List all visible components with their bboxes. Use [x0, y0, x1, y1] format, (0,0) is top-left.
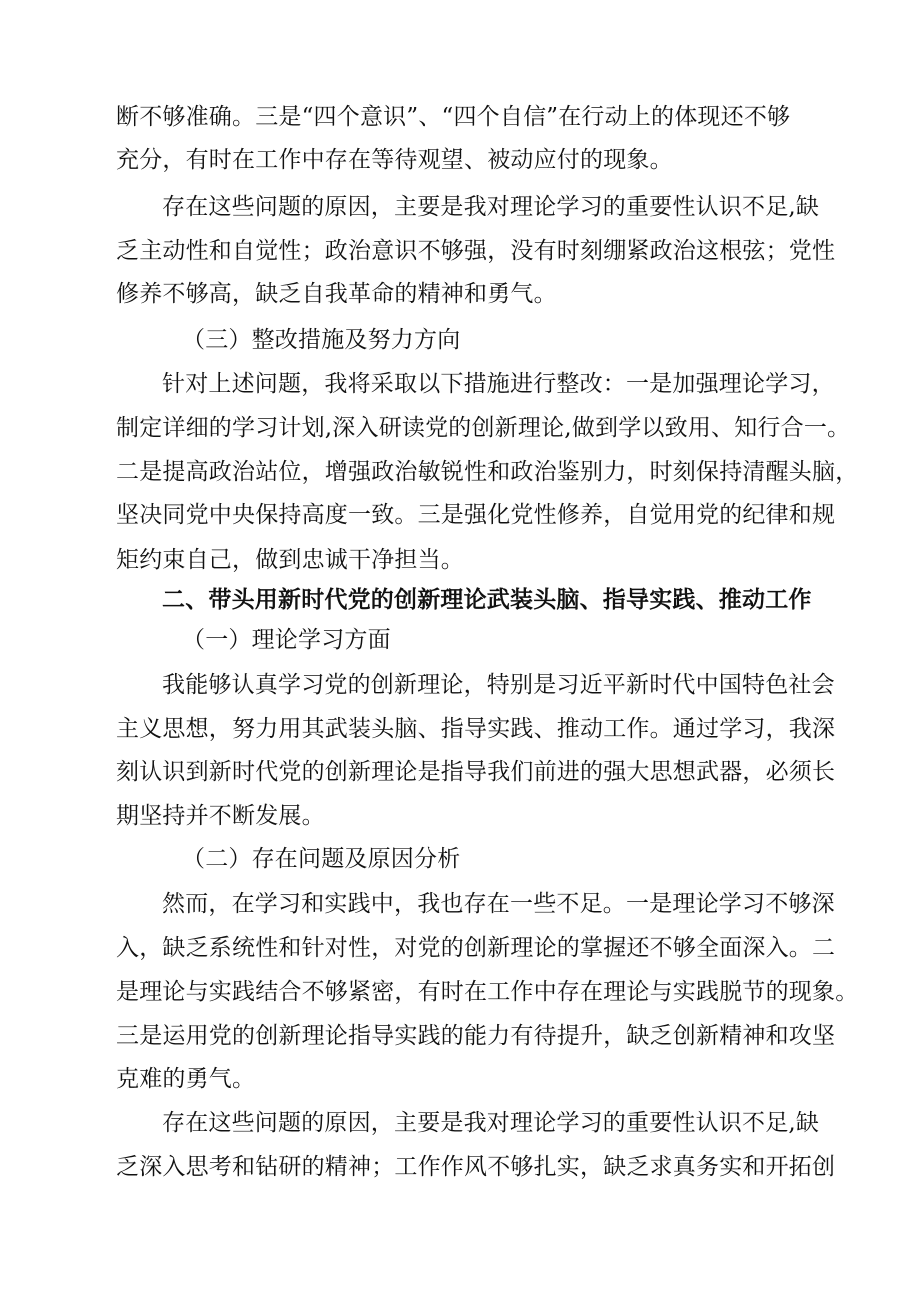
paragraph-line: 乏深入思考和钻研的精神；工作作风不够扎实，缺乏求真务实和开拓创	[116, 1154, 836, 1180]
paragraph-line: 期坚持并不断发展。	[116, 803, 325, 829]
paragraph-line: 然而，在学习和实践中，我也存在一些不足。一是理论学习不够深	[162, 891, 835, 917]
section-subheading: （一）理论学习方面	[182, 627, 391, 653]
paragraph-line: 刻认识到新时代党的创新理论是指导我们前进的强大思想武器，必须长	[116, 759, 836, 785]
paragraph-line: 二是提高政治站位，增强政治敏锐性和政治鉴别力，时刻保持清醒头脑，	[116, 459, 859, 485]
paragraph-line: 存在这些问题的原因，主要是我对理论学习的重要性认识不足,缺	[162, 194, 820, 220]
paragraph-line: 入，缺乏系统性和针对性，对党的创新理论的掌握还不够全面深入。二	[116, 935, 836, 961]
section-subheading: （三）整改措施及努力方向	[182, 327, 461, 353]
paragraph-line: 是理论与实践结合不够紧密，有时在工作中存在理论与实践脱节的现象。	[116, 979, 859, 1005]
section-subheading: （二）存在问题及原因分析	[182, 846, 461, 872]
paragraph-line: 我能够认真学习党的创新理论，特别是习近平新时代中国特色社会	[162, 672, 835, 698]
paragraph-line: 充分，有时在工作中存在等待观望、被动应付的现象。	[116, 147, 673, 173]
paragraph-line: 克难的勇气。	[116, 1066, 256, 1092]
paragraph-line: 存在这些问题的原因，主要是我对理论学习的重要性认识不足,缺	[162, 1110, 820, 1136]
section-heading: 二、带头用新时代党的创新理论武装头脑、指导实践、推动工作	[162, 587, 812, 613]
paragraph-line: 主义思想，努力用其武装头脑、指导实践、推动工作。通过学习，我深	[116, 716, 836, 742]
paragraph-line: 坚决同党中央保持高度一致。三是强化党性修养，自觉用党的纪律和规	[116, 502, 836, 528]
paragraph-line: 矩约束自己，做到忠诚干净担当。	[116, 547, 464, 573]
paragraph-line: 针对上述问题，我将采取以下措施进行整改：一是加强理论学习，	[162, 371, 835, 397]
paragraph-line: 乏主动性和自觉性；政治意识不够强，没有时刻绷紧政治这根弦；党性	[116, 238, 836, 264]
paragraph-line: 修养不够高，缺乏自我革命的精神和勇气。	[116, 281, 557, 307]
paragraph-line: 制定详细的学习计划,深入研读党的创新理论,做到学以致用、知行合一。	[116, 415, 851, 441]
paragraph-line: 三是运用党的创新理论指导实践的能力有待提升，缺乏创新精神和攻坚	[116, 1023, 836, 1049]
paragraph-line: 断不够准确。三是“四个意识”、“四个自信”在行动上的体现还不够	[116, 104, 791, 130]
